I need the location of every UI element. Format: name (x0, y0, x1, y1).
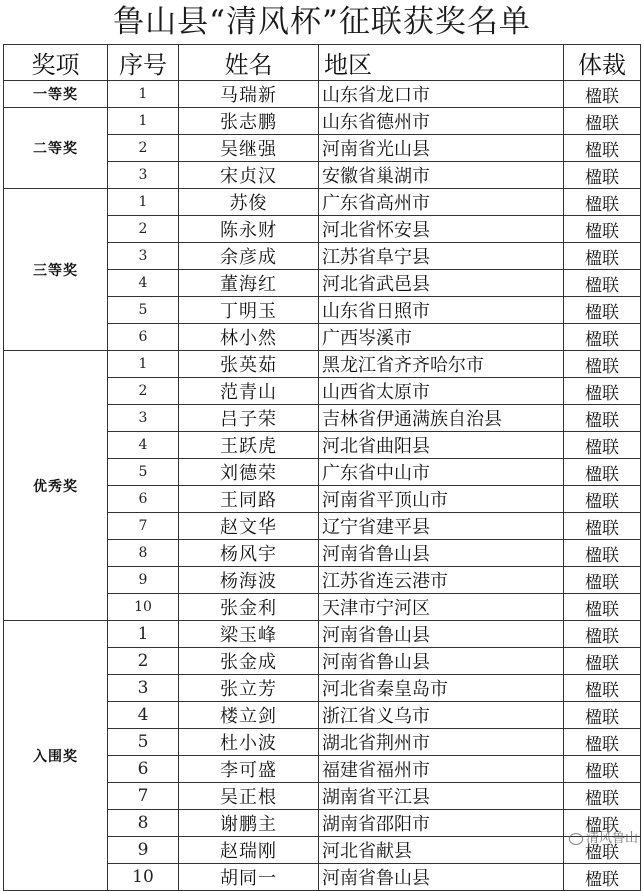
table-row (4, 81, 641, 108)
award-cell: 优秀奖 (4, 351, 108, 621)
num-cell: 2 (108, 135, 179, 162)
name-cell: 杜小波 (179, 729, 319, 756)
name-cell: 王跃虎 (179, 432, 319, 459)
region-cell: 安徽省巢湖市 (319, 162, 564, 189)
award-cell: 三等奖 (4, 189, 108, 351)
num-cell: 7 (108, 783, 179, 810)
form-cell: 楹联 (564, 621, 641, 648)
region-cell: 福建省福州市 (319, 756, 564, 783)
num-cell: 6 (108, 324, 179, 351)
num-cell: 3 (108, 243, 179, 270)
name-cell: 余彦成 (179, 243, 319, 270)
region-cell: 山东省龙口市 (319, 81, 564, 108)
region-cell: 山东省日照市 (319, 297, 564, 324)
region-cell: 河南省光山县 (319, 135, 564, 162)
region-cell: 广东省高州市 (319, 189, 564, 216)
form-cell: 楹联 (564, 135, 641, 162)
region-cell: 吉林省伊通满族自治县 (319, 405, 564, 432)
num-cell: 9 (108, 837, 179, 864)
form-cell: 楹联 (564, 162, 641, 189)
region-cell: 浙江省义乌市 (319, 702, 564, 729)
form-cell: 楹联 (564, 324, 641, 351)
region-cell: 河南省鲁山县 (319, 621, 564, 648)
name-cell: 董海红 (179, 270, 319, 297)
num-cell: 1 (108, 189, 179, 216)
num-cell: 3 (108, 162, 179, 189)
header-name: 姓名 (179, 45, 319, 81)
num-cell: 3 (108, 675, 179, 702)
award-cell: 入围奖 (4, 621, 108, 891)
num-cell: 9 (108, 567, 179, 594)
header-num: 序号 (108, 45, 179, 81)
num-cell: 10 (108, 594, 179, 621)
form-cell: 楹联 (564, 810, 641, 837)
num-cell: 3 (108, 405, 179, 432)
table-row (4, 108, 641, 135)
name-cell: 张志鹏 (179, 108, 319, 135)
table-row (4, 621, 641, 648)
form-cell: 楹联 (564, 486, 641, 513)
region-cell: 河南省鲁山县 (319, 864, 564, 891)
form-cell: 楹联 (564, 837, 641, 864)
header-region: 地区 (319, 45, 564, 81)
region-cell: 黑龙江省齐齐哈尔市 (319, 351, 564, 378)
name-cell: 张立芳 (179, 675, 319, 702)
form-cell: 楹联 (564, 513, 641, 540)
name-cell: 赵文华 (179, 513, 319, 540)
form-cell: 楹联 (564, 567, 641, 594)
region-cell: 湖北省荆州市 (319, 729, 564, 756)
num-cell: 10 (108, 864, 179, 891)
name-cell: 杨海波 (179, 567, 319, 594)
form-cell: 楹联 (564, 108, 641, 135)
name-cell: 张金利 (179, 594, 319, 621)
name-cell: 范青山 (179, 378, 319, 405)
name-cell: 吴正根 (179, 783, 319, 810)
table-row (4, 351, 641, 378)
form-cell: 楹联 (564, 243, 641, 270)
region-cell: 河南省鲁山县 (319, 648, 564, 675)
region-cell: 湖南省平江县 (319, 783, 564, 810)
region-cell: 辽宁省建平县 (319, 513, 564, 540)
num-cell: 1 (108, 81, 179, 108)
name-cell: 胡同一 (179, 864, 319, 891)
form-cell: 楹联 (564, 675, 641, 702)
form-cell: 楹联 (564, 594, 641, 621)
region-cell: 湖南省邵阳市 (319, 810, 564, 837)
award-table (3, 44, 641, 891)
form-cell: 楹联 (564, 189, 641, 216)
region-cell: 河北省怀安县 (319, 216, 564, 243)
region-cell: 河北省秦皇岛市 (319, 675, 564, 702)
header-row (4, 45, 641, 81)
name-cell: 马瑞新 (179, 81, 319, 108)
watermark-text: 清风鲁山 (585, 831, 638, 846)
name-cell: 谢鹏主 (179, 810, 319, 837)
num-cell: 2 (108, 216, 179, 243)
num-cell: 2 (108, 648, 179, 675)
name-cell: 梁玉峰 (179, 621, 319, 648)
table-body (4, 81, 641, 891)
region-cell: 广东省中山市 (319, 459, 564, 486)
form-cell: 楹联 (564, 729, 641, 756)
header-form: 体裁 (564, 45, 641, 81)
award-cell: 一等奖 (4, 81, 108, 108)
name-cell: 楼立剑 (179, 702, 319, 729)
num-cell: 1 (108, 351, 179, 378)
region-cell: 山西省太原市 (319, 378, 564, 405)
form-cell: 楹联 (564, 378, 641, 405)
form-cell: 楹联 (564, 459, 641, 486)
num-cell: 6 (108, 486, 179, 513)
form-cell: 楹联 (564, 351, 641, 378)
num-cell: 4 (108, 270, 179, 297)
name-cell: 宋贞汉 (179, 162, 319, 189)
name-cell: 陈永财 (179, 216, 319, 243)
form-cell: 楹联 (564, 405, 641, 432)
num-cell: 8 (108, 540, 179, 567)
num-cell: 1 (108, 108, 179, 135)
region-cell: 河南省鲁山县 (319, 540, 564, 567)
region-cell: 江苏省阜宁县 (319, 243, 564, 270)
region-cell: 河北省武邑县 (319, 270, 564, 297)
name-cell: 吕子荣 (179, 405, 319, 432)
form-cell: 楹联 (564, 297, 641, 324)
num-cell: 2 (108, 378, 179, 405)
table-row (4, 189, 641, 216)
form-cell: 楹联 (564, 783, 641, 810)
form-cell: 楹联 (564, 432, 641, 459)
form-cell: 楹联 (564, 702, 641, 729)
form-cell: 楹联 (564, 864, 641, 891)
num-cell: 5 (108, 459, 179, 486)
region-cell: 河南省平顶山市 (319, 486, 564, 513)
region-cell: 广西岑溪市 (319, 324, 564, 351)
award-table-container (3, 44, 640, 891)
name-cell: 张金成 (179, 648, 319, 675)
wechat-icon (569, 833, 583, 845)
num-cell: 5 (108, 297, 179, 324)
name-cell: 苏俊 (179, 189, 319, 216)
name-cell: 赵瑞刚 (179, 837, 319, 864)
region-cell: 河北省献县 (319, 837, 564, 864)
form-cell: 楹联 (564, 216, 641, 243)
name-cell: 张英茹 (179, 351, 319, 378)
form-cell: 楹联 (564, 270, 641, 297)
num-cell: 6 (108, 756, 179, 783)
form-cell: 楹联 (564, 648, 641, 675)
region-cell: 山东省德州市 (319, 108, 564, 135)
name-cell: 林小然 (179, 324, 319, 351)
watermark (569, 827, 638, 846)
num-cell: 4 (108, 432, 179, 459)
num-cell: 5 (108, 729, 179, 756)
name-cell: 李可盛 (179, 756, 319, 783)
num-cell: 7 (108, 513, 179, 540)
num-cell: 4 (108, 702, 179, 729)
form-cell: 楹联 (564, 540, 641, 567)
form-cell: 楹联 (564, 81, 641, 108)
region-cell: 天津市宁河区 (319, 594, 564, 621)
name-cell: 杨风宇 (179, 540, 319, 567)
name-cell: 丁明玉 (179, 297, 319, 324)
form-cell: 楹联 (564, 756, 641, 783)
name-cell: 刘德荣 (179, 459, 319, 486)
region-cell: 江苏省连云港市 (319, 567, 564, 594)
name-cell: 王同路 (179, 486, 319, 513)
award-cell: 二等奖 (4, 108, 108, 189)
num-cell: 1 (108, 621, 179, 648)
header-award: 奖项 (4, 45, 108, 81)
page-title: 鲁山县“清风杯”征联获奖名单 (113, 4, 531, 40)
num-cell: 8 (108, 810, 179, 837)
region-cell: 河北省曲阳县 (319, 432, 564, 459)
name-cell: 吴继强 (179, 135, 319, 162)
